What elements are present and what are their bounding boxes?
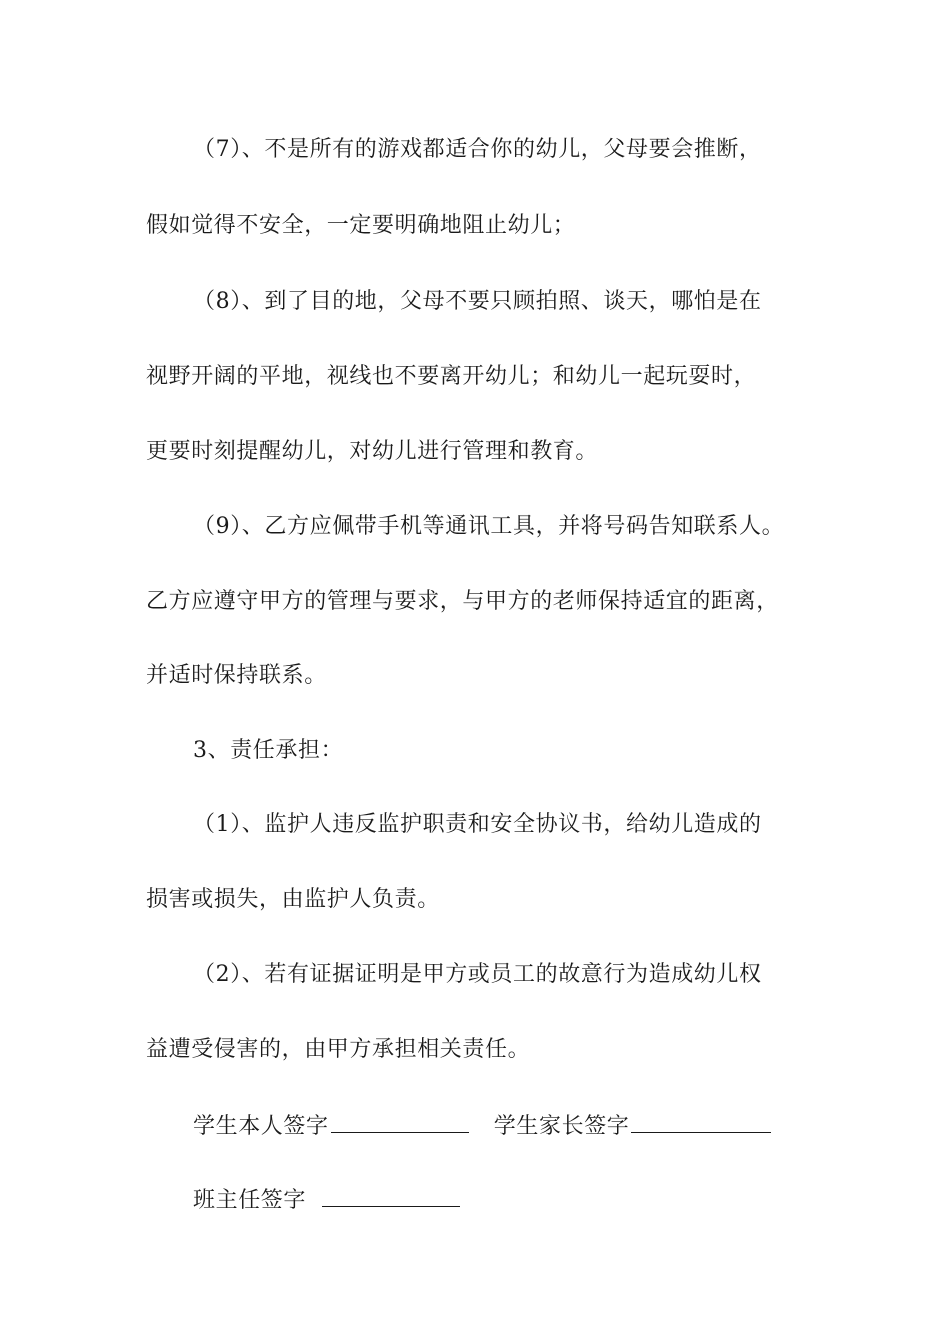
paragraph-9-line-3: 并适时保持联系。 [146,663,327,688]
student-signature-blank[interactable] [331,1110,469,1133]
signature-row-1 [193,1110,771,1142]
teacher-signature-label: 班主任签字 [193,1188,307,1213]
paragraph-8-line-3: 更要时刻提醒幼儿，对幼儿进行管理和教育。 [146,439,599,464]
responsibility-1-line-1: （1）、监护人违反监护职责和安全协议书，给幼儿造成的 [193,812,762,837]
parent-signature-blank[interactable] [631,1110,771,1133]
paragraph-9-line-1: （9）、乙方应佩带手机等通讯工具，并将号码告知联系人。 [193,514,785,539]
student-signature-label: 学生本人签字 [193,1114,329,1139]
section-3-heading: 3、责任承担： [193,738,344,763]
paragraph-7-line-1: （7）、不是所有的游戏都适合你的幼儿，父母要会推断， [193,137,762,162]
responsibility-2-line-1: （2）、若有证据证明是甲方或员工的故意行为造成幼儿权 [193,962,762,987]
paragraph-8-line-2: 视野开阔的平地，视线也不要离开幼儿；和幼儿一起玩耍时， [146,364,757,389]
signature-row-2 [193,1184,460,1216]
paragraph-9-line-2: 乙方应遵守甲方的管理与要求，与甲方的老师保持适宜的距离， [146,589,779,614]
paragraph-8-line-1: （8）、到了目的地，父母不要只顾拍照、谈天，哪怕是在 [193,289,762,314]
paragraph-7-line-2: 假如觉得不安全，一定要明确地阻止幼儿； [146,213,576,238]
responsibility-2-line-2: 益遭受侵害的，由甲方承担相关责任。 [146,1037,531,1062]
responsibility-1-line-2: 损害或损失，由监护人负责。 [146,887,440,912]
parent-signature-label: 学生家长签字 [493,1114,630,1139]
teacher-signature-blank[interactable] [322,1184,460,1207]
